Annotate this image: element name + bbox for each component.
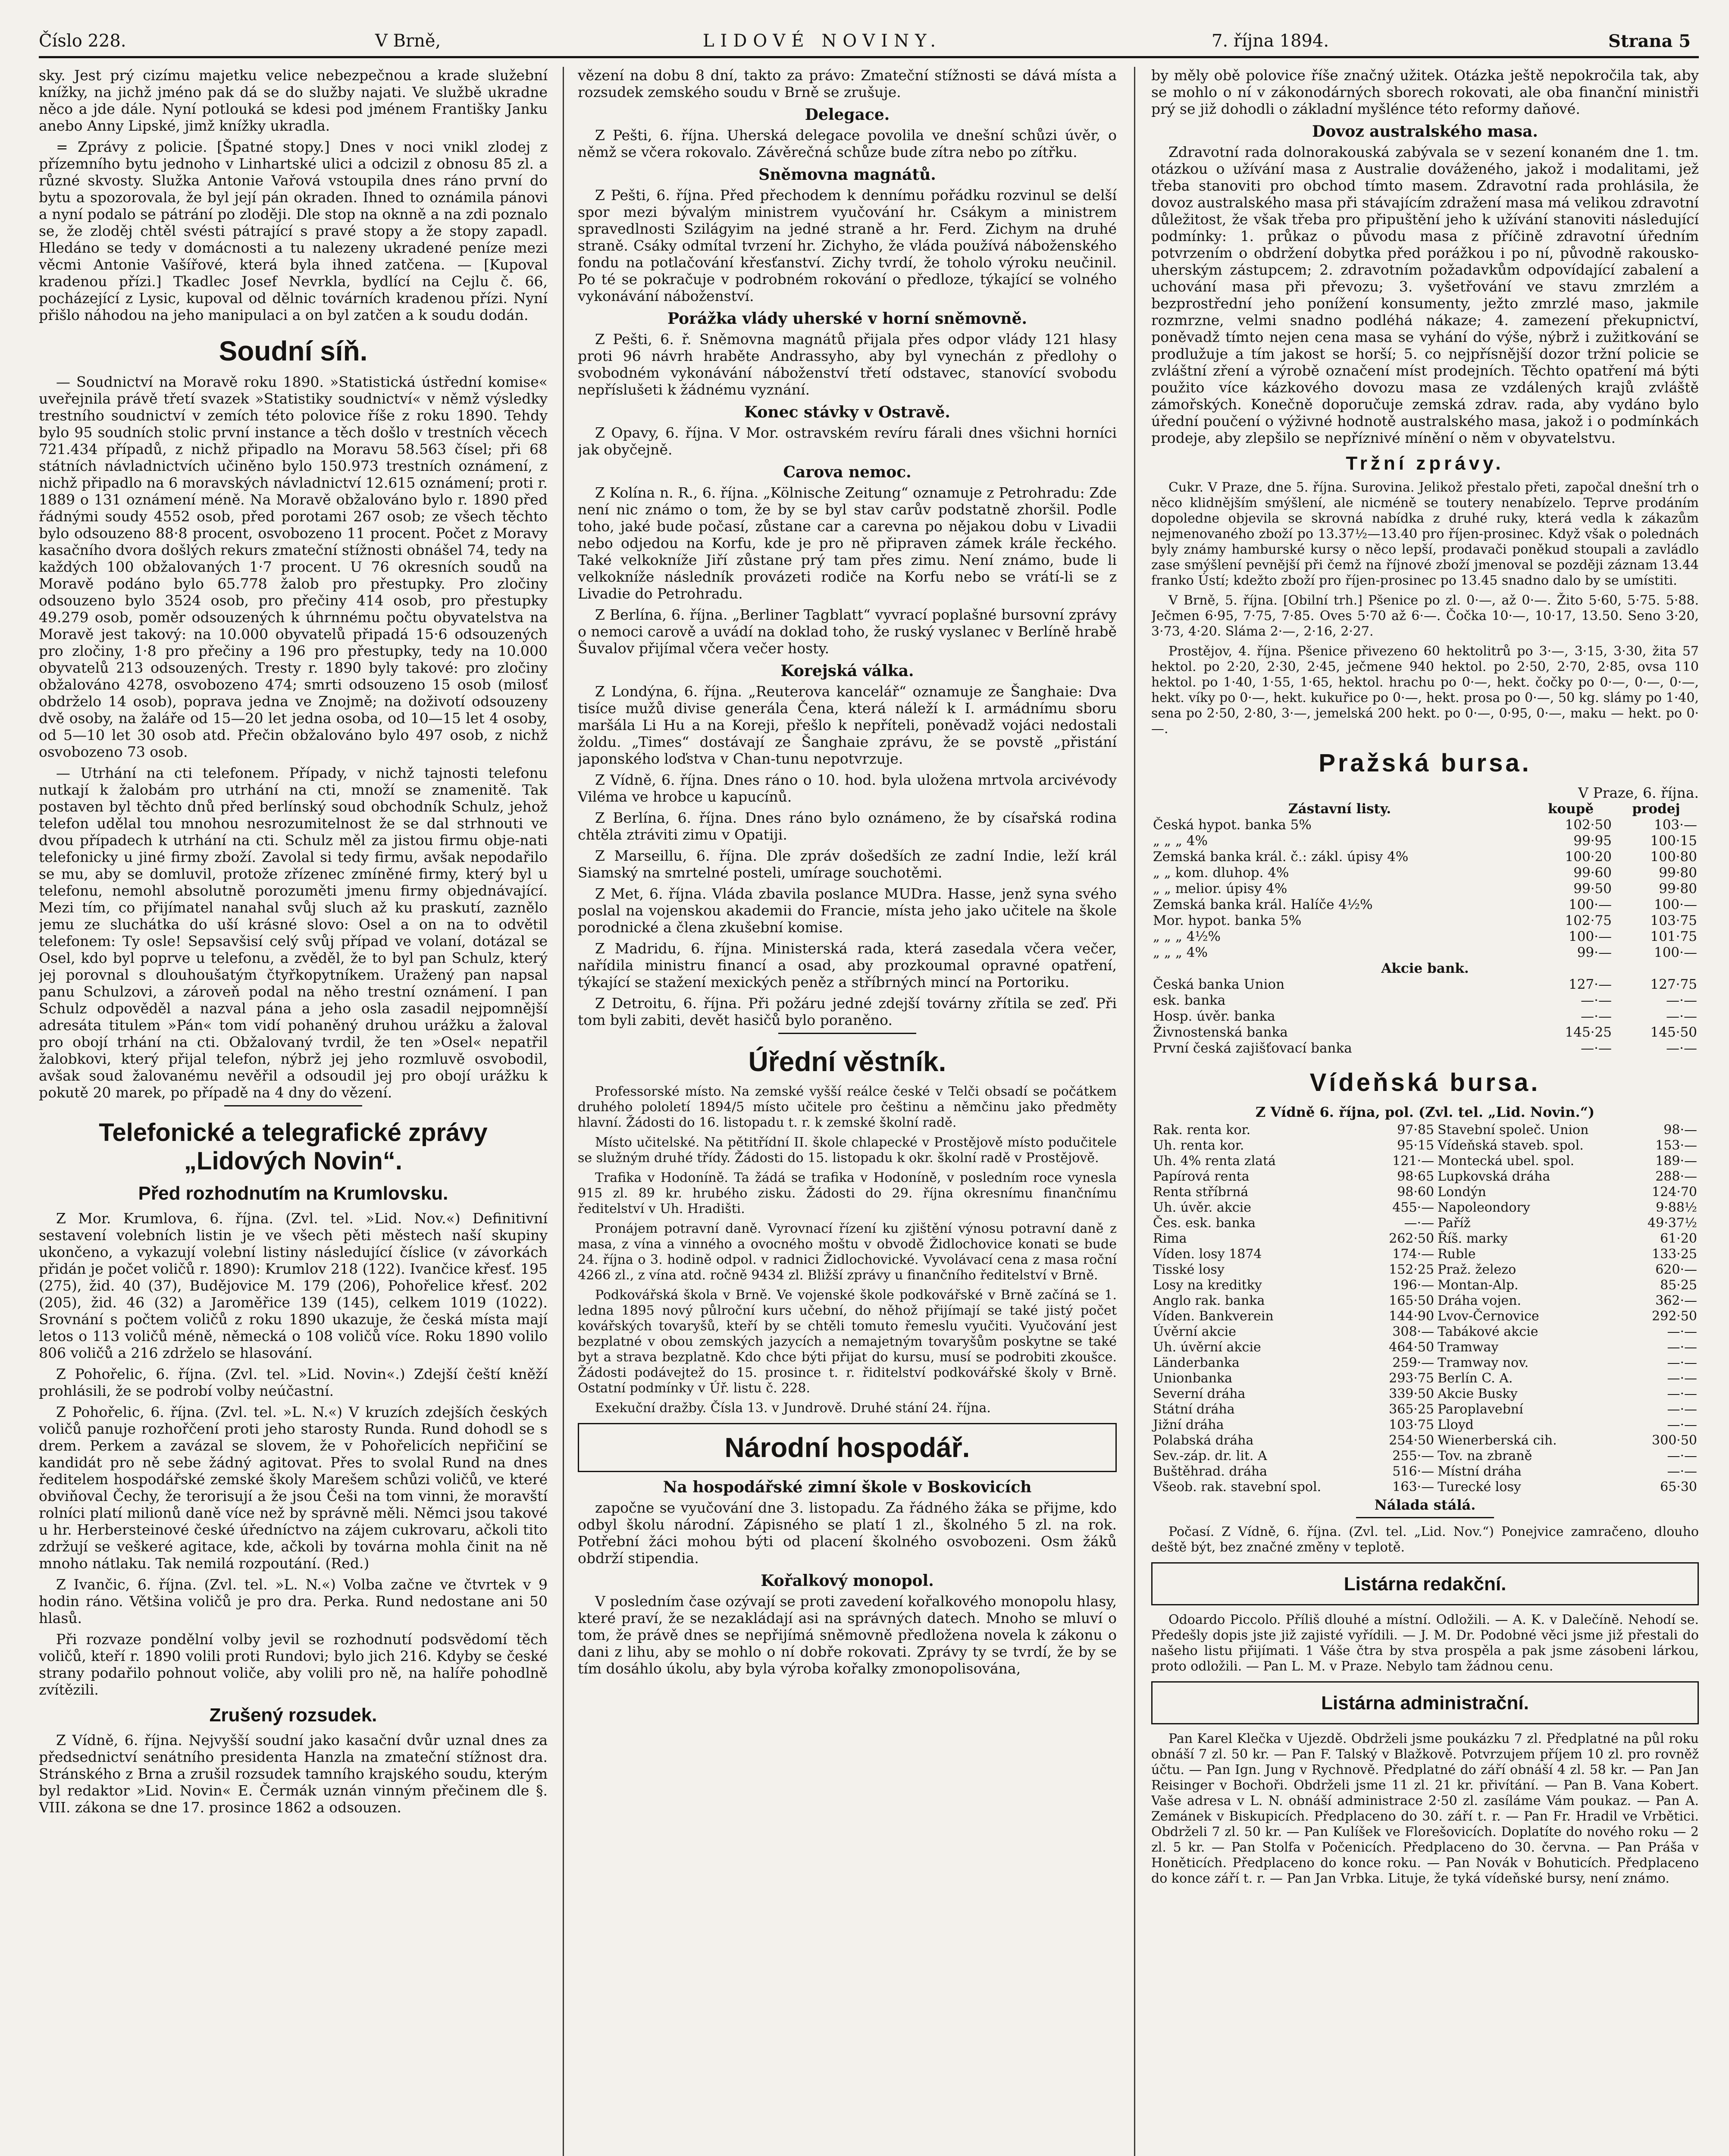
- article-paragraph: započne se vyučování dne 3. listopadu. Za řádného žáka se přijme, kdo odbyl školu národní. Zápisného se platí 1 zl., školného 5 zl. na rok. Potřební žáci mohou býti od placení školného osvobozeni. Osm žáků obdrží stipendia.: [578, 1499, 1117, 1567]
- table-cell: „ „ kom. dluhop. 4%: [1153, 865, 1289, 881]
- table-row: [1151, 897, 1699, 913]
- table-cell: 262·50: [1389, 1231, 1435, 1246]
- table-cell: Lloyd: [1438, 1417, 1474, 1432]
- table-cell: 455·—: [1392, 1200, 1435, 1215]
- table-cell: Zemská banka král. č.: zákl. úpisy 4%: [1153, 849, 1409, 865]
- headline-porazka: Porážka vlády uherské v horní sněmovně.: [667, 310, 1027, 328]
- table-cell: 254·50: [1389, 1433, 1435, 1448]
- table-row: [1151, 1309, 1699, 1324]
- table-cell: 121·—: [1392, 1153, 1435, 1169]
- table-cell: Turecké losy: [1438, 1479, 1521, 1495]
- article-paragraph: Z Pešti, 6. října. Před přechodem k dennímu pořádku rozvinul se delší spor mezi bývalým ministrem vyučování hr. Csákym a ministrem spravedlnosti Szilágyim na jedné straně a hr. Ferd. Zichym na druhé straně. Csáky odmítal tvrzení hr. Zichyho, že vláda používá náboženského fondu na potlačování křesťanství. Zichy tvrdí, že toholo výroku neučinil. Po té se pokračuje v podrobném rokování o předloze, týkající se volného vykonávání náboženství.: [578, 187, 1117, 304]
- table-cell: Uh. úvěr. akcie: [1153, 1200, 1252, 1215]
- article-paragraph: Pan Karel Klečka v Ujezdě. Obdrželi jsme poukázku 7 zl. Předplatné na půl roku obnáší 7 zl. 50 kr. — Pan F. Talský v Blažkově. Potvrzujem příjem 10 zl. pro rovněž účtu. — Pan Ign. Jung v Rychnově. Předplatné do září obnáší 4 zl. 58 kr. — Pan Jan Reisinger v Bochoři. Obdrželi jsme 11 zl. 21 kr. přivítání. — Pan B. Vana Kobert. Vaše adresa v L. N. obnáší administrace 2·50 zl. zasíláme Vám poukaz. — Pan A. Zemánek v Biskupicích. Předplaceno do 30. září t. r. — Pan Fr. Hradil ve Vrbětici. Obdrželi 7 zl. 50 kr. — Pan Kulíšek ve Florešovicích. Doplatíte do nového roku — 2 zl. 5 kr. — Pan Stolfa v Počenicích. Předplaceno do 30. června. — Pan Práša v Honěticích. Předplaceno do konce roku. — Pan Novák v Bohuticích. Předplaceno do konce září t. r. — Pan Jan Vrbka. Lituje, že tyká vídeňské bursy, není známo.: [1151, 1731, 1699, 1886]
- headline-magnati: Sněmovna magnátů.: [758, 166, 936, 184]
- column-header: koupě: [1547, 801, 1594, 817]
- table-cell: 99·—: [1577, 945, 1612, 960]
- headline-car: Carova nemoc.: [783, 463, 911, 481]
- table-cell: 153·—: [1655, 1138, 1697, 1153]
- table-cell: 101·75: [1650, 929, 1697, 944]
- table-row: [1151, 1402, 1699, 1417]
- table-cell: 152·25: [1389, 1262, 1435, 1277]
- table-cell: —·—: [1667, 1417, 1697, 1432]
- article-paragraph: Z Berlína, 6. října. „Berliner Tagblatt“ vyvrací poplašné bursovní zprávy o nemoci carově a uvádí na doklad toho, že ruský vyslanec v Berlíně hrabě Šuvalov přijímal včera večer hosty.: [578, 606, 1117, 657]
- table-cell: Mor. hypot. banka 5%: [1153, 913, 1302, 928]
- table-cell: 98·65: [1397, 1169, 1435, 1184]
- table-cell: esk. banka: [1153, 993, 1226, 1008]
- article-paragraph: Z Detroitu, 6. října. Při požáru jedné zdejší továrny zřítila se zeď. Při tom byli zabiti, devět hasičů bylo poraněno.: [578, 995, 1117, 1028]
- table-cell: Víden. losy 1874: [1153, 1247, 1262, 1262]
- table-cell: Zemská banka král. Halíče 4½%: [1153, 897, 1373, 912]
- table-cell: Hosp. úvěr. banka: [1153, 1009, 1275, 1024]
- table-row: [1151, 1355, 1699, 1371]
- table-cell: Tabákové akcie: [1438, 1324, 1538, 1339]
- table-cell: 620·—: [1655, 1262, 1697, 1277]
- table-cell: 100·—: [1568, 897, 1612, 912]
- table-cell: 144·90: [1389, 1309, 1435, 1324]
- table-cell: Úvěrní akcie: [1153, 1324, 1236, 1339]
- table-row: [1151, 1386, 1699, 1402]
- article-paragraph: by měly obě polovice říše značný užitek. Otázka ještě nepokročila tak, aby se mohlo o ní v zákonodárných sborech rokovati, ale oba finanční ministři prý se již dohodli o základní myšlénce této reformy daňové.: [1151, 67, 1699, 117]
- table-cell: 259·—: [1392, 1355, 1435, 1370]
- table-cell: Tov. na zbraně: [1438, 1448, 1532, 1463]
- table-row: [1151, 945, 1699, 961]
- table-cell: —·—: [1581, 1040, 1612, 1056]
- table-cell: Papírová renta: [1153, 1169, 1250, 1184]
- table-cell: 308·—: [1392, 1324, 1435, 1339]
- section-title-court: Soudní síň.: [219, 335, 368, 367]
- table-cell: Napoleondory: [1438, 1200, 1530, 1215]
- table-cell: Berlín C. A.: [1438, 1371, 1513, 1386]
- divider: [224, 1105, 362, 1106]
- table-cell: 292·50: [1652, 1309, 1697, 1324]
- article-paragraph: Z Ivančic, 6. října. (Zvl. tel. »L. N.«) Volba začne ve čtvrtek v 9 hodin ráno. Většina voličů je pro dra. Perka. Rund nedostane ani 50 hlasů.: [39, 1576, 548, 1626]
- table-cell: Polabská dráha: [1153, 1433, 1254, 1448]
- table-cell: 133·25: [1652, 1247, 1697, 1262]
- table-cell: Länderbanka: [1153, 1355, 1240, 1370]
- issue-number: Číslo 228.: [39, 31, 126, 51]
- table-row: [1151, 865, 1699, 881]
- weather-report: Počasí. Z Vídně, 6. října. (Zvl. tel. „Lid. Nov.“) Ponejvice zamračeno, dlouho deště být, bez značné změny v teplotě.: [1151, 1524, 1699, 1555]
- table-cell: 100·—: [1568, 929, 1612, 944]
- article-paragraph: Odoardo Piccolo. Příliš dlouhé a místní. Odložili. — A. K. v Dalečíně. Nehodí se. Předešly dopis jste již zajisté vyřídili. — J. M. Dr. Podobné věci jsme již přestali do našeho listu přijímati. 1 Váše čtra by stva prospěla a pak jsme zásobeni lárkou, proto odložili. — Pan L. M. v Praze. Nebylo tam žádnou cenu.: [1151, 1612, 1699, 1674]
- table-cell: 95·15: [1397, 1138, 1435, 1153]
- table-cell: 49·37½: [1648, 1216, 1697, 1231]
- table-cell: 100·15: [1650, 833, 1697, 849]
- table-cell: Státní dráha: [1153, 1402, 1235, 1417]
- section-title-trzni: Tržní zprávy.: [1346, 453, 1504, 474]
- table-cell: Anglo rak. banka: [1153, 1293, 1265, 1308]
- table-cell: Akcie Busky: [1438, 1386, 1518, 1401]
- table-row: [1151, 1040, 1699, 1056]
- article-paragraph: Z Vídně, 6. října. Dnes ráno o 10. hod. byla uložena mrtvola arcivévody Viléma ve hrobce u kapucínů.: [578, 771, 1117, 805]
- section-title-vestnik: Úřední věstník.: [748, 1046, 946, 1077]
- table-cell: 100·80: [1650, 849, 1697, 865]
- table-cell: Londýn: [1438, 1185, 1486, 1200]
- table-row: [1151, 1293, 1699, 1309]
- table-row: [1151, 1122, 1699, 1138]
- article-paragraph: Z Met, 6. října. Vláda zbavila poslance MUDra. Hasse, jenž syna svého poslal na vojenskou akademii do Francie, místa jeho jako učitele na škole porodnické a člena zkušební komise.: [578, 885, 1117, 936]
- article-paragraph: Z Berlína, 6. října. Dnes ráno bylo oznámeno, že by císařská rodina chtěla ztráviti zimu v Opatiji.: [578, 809, 1117, 843]
- table-row: [1151, 1009, 1699, 1025]
- notice: Trafika v Hodoníně. Ta žádá se trafika v Hodoníně, v posledním roce vynesla 915 zl. 89 kr. hrubého zisku. Žádosti do 29. října okresnímu finančnímu ředitelství v Uh. Hradišti.: [578, 1170, 1117, 1216]
- table-row: [1151, 1464, 1699, 1479]
- table-row: [1151, 817, 1699, 833]
- issue-date: 7. října 1894.: [1212, 31, 1329, 51]
- table-row: [1151, 1185, 1699, 1200]
- table-row: [1151, 849, 1699, 865]
- headline-delegace: Delegace.: [805, 106, 890, 124]
- table-row: [1151, 881, 1699, 897]
- notice: Exekuční dražby. Čísla 13. v Jundrově. Druhé stání 24. října.: [595, 1401, 991, 1416]
- headline-korea: Korejská válka.: [780, 662, 914, 680]
- table-cell: —·—: [1667, 1324, 1697, 1339]
- table-cell: 145·25: [1565, 1025, 1612, 1040]
- table-cell: 103·75: [1650, 913, 1697, 928]
- table-cell: —·—: [1666, 1009, 1697, 1024]
- article-paragraph: Z Londýna, 6. října. „Reuterova kancelář“ oznamuje ze Šanghaie: Dva tisíce mužů divise generála Čena, která náleží k I. armádnímu sboru maršála Li Hu a na Koreji, přešlo k nepříteli, poněvadž vojáci nedostali žoldu. „Times“ dostávají ze Šanghaie zprávu, že se povstě „přistání japonského loďstva v Chan-tunu nepotvrzuje.: [578, 683, 1117, 767]
- table-cell: —·—: [1667, 1355, 1697, 1370]
- table-row: [1151, 1247, 1699, 1262]
- table-cell: 100·—: [1654, 897, 1697, 912]
- table-cell: Paroplavební: [1438, 1402, 1523, 1417]
- section-title-vienna-bursa: Vídeňská bursa.: [1309, 1069, 1541, 1097]
- table-cell: „ „ „ 4½%: [1153, 929, 1221, 944]
- table-cell: Dráha vojen.: [1438, 1293, 1522, 1308]
- section-box-listarna-adm: [1151, 1681, 1699, 1724]
- table-cell: Wienerberská cih.: [1438, 1433, 1557, 1448]
- table-row: [1151, 1278, 1699, 1293]
- article-paragraph: Z Opavy, 6. října. V Mor. ostravském revíru fárali dnes všichni horníci jak obyčejně.: [578, 424, 1117, 458]
- table-row: [1151, 1231, 1699, 1247]
- table-cell: 65·30: [1660, 1479, 1697, 1495]
- column-rule: [1134, 67, 1135, 2156]
- table-cell: 174·—: [1392, 1247, 1435, 1262]
- table-cell: 61·20: [1660, 1231, 1697, 1246]
- table-cell: 516·—: [1392, 1464, 1435, 1479]
- table-cell: 99·80: [1659, 881, 1697, 896]
- table-cell: 102·75: [1565, 913, 1612, 928]
- article-paragraph: Zdravotní rada dolnorakouská zabývala se v sezení konaném dne 1. tm. otázkou o užívání masa z Australie dováženého, jakož i modalitami, jež třeba stanoviti pro obchod tímto masem. Zdravotní rada prohlásila, že dovoz australského masa při stávajícím zdražení masa má velikou zdravotní důležitost, že však třeba pro připuštění jeho k užívání stanoviti následující podmínky: 1. průkaz o původu masa z příčině zdravotní úředním potvrzením o obdržení dobytka před porážkou i po ní, původně rakousko-uherským zástupcem; 2. zdravotním požadavkům odpovídající zabalení a uchování masa při převozu; 3. vyšetřování ve stavu zmrzlém a bezprostřední jeho ponížení konsumenty, ježto zmrzlé maso, jakmile rozmrzne, velmi snadno podléhá nákaze; 4. zamezení překupnictví, poněvadž tímto nejen cena masa se vyhání do výše, nýbrž i zužitkování se prodlužuje a tím jakost se horší; 5. co nejpřísnější dozor tržní policie se zvláštní zření a výrobě označení míst prodejních. Těchto opatření má býti použito více kázkového dovozu masa ze vzdálených krajů zvláště zámořských. Konečně doporučuje zemská zdrav. rada, aby vydáno bylo úřední poučení o výživné hodnotě australského masa, jakož i o podmínkách prodeje, aby zlepšilo se nepříznivé mínění o něm v obyvatelstvu.: [1151, 144, 1699, 446]
- headline-krumlov: Před rozhodnutím na Krumlovsku.: [138, 1183, 448, 1204]
- masthead: [39, 26, 1699, 58]
- table-row: [1151, 1417, 1699, 1433]
- table-cell: 100·—: [1654, 945, 1697, 960]
- headline-dovoz: Dovoz australského masa.: [1312, 122, 1538, 141]
- table-cell: Tramway: [1438, 1340, 1499, 1355]
- table-cell: Vídeňská staveb. spol.: [1438, 1138, 1584, 1153]
- article-paragraph: Z Mor. Krumlova, 6. října. (Zvl. tel. »Lid. Nov.«) Definitivní sestavení volebních listin je ve všech pěti městech naší skupiny ukončeno, a vykazují volební listiny následující číslice (v závorkách přidán je počet voličů r. 1890): Krumlov 218 (122). Ivančice křesť. 195 (275), žid. 40 (37), Budějovice M. 179 (206), Pohořelice křesť. 202 (205), žid. 46 (32) a Jaroměřice 139 (145), celkem 1019 (1022). Srovnání s počtem voličů z roku 1890 ukazuje, že česká místa mají letos o 113 voličů méně, německá o 108 voličů více. Roku 1890 volilo 806 voličů a 216 zdrželo se hlasování.: [39, 1210, 548, 1361]
- table-cell: 124·70: [1652, 1185, 1697, 1200]
- table-cell: Buštěhrad. dráha: [1153, 1464, 1268, 1479]
- table-cell: Stavební společ. Union: [1438, 1122, 1589, 1138]
- table-cell: Uh. 4% renta zlatá: [1153, 1153, 1276, 1169]
- section-title-listarna-red: Listárna redakční.: [1344, 1573, 1507, 1595]
- table-cell: 98·—: [1663, 1122, 1697, 1138]
- table-subheader-row: [1151, 961, 1699, 977]
- table-cell: —·—: [1667, 1340, 1697, 1355]
- table-cell: Praž. železo: [1438, 1262, 1516, 1277]
- table-cell: Losy na kreditky: [1153, 1278, 1262, 1293]
- table-cell: —·—: [1667, 1386, 1697, 1401]
- article-paragraph: — Soudnictví na Moravě roku 1890. »Statistická ústřední komise« uveřejnila právě třetí svazek »Statistiky soudnictví« v němž výsledky trestního soudnictví v zemích této polovice říše z roku 1890. Tehdy bylo 95 soudních stolic první instance a těch došlo v trestních věcech 721.434 případů, z nichž připadlo na Moravu 58.563 čísel; při 68 státních návladnictvích učiněno bylo 150.973 trestních oznámení, z nichž připadlo na 6 moravských návladnictví 12.615 oznámení; proti r. 1889 o 131 oznámení méně. Na Moravě obžalováno bylo r. 1890 před řádnými soudy 4552 osob, před porotami 267 osob; ze všech těchto bylo odsouzeno 88·8 procent, osvobozeno 11 procent. Počet z Moravy kasačního dvora došlých rekurs zmateční stížnosti obnášel 74, tedy na každých 100 obžalovaných 1·7 procent. U 76 okresních soudů na Moravě podáno bylo 65.778 žalob pro přestupky. Pro zločiny odsouzeno bylo 3524 osob, pro přečiny 414 osob, pro přestupky 49.279 osob, poměr odsouzených k úhrnnému počtu obyvatelstva na Moravě jest takový: na 10.000 obyvatelů připadá 15·6 odsouzených pro zločiny, 1·8 pro přečiny a 196 pro přestupky, tedy na 10.000 obyvatelů 213 odsouzených. Tresty r. 1890 byly takové: pro zločiny obžalováno 4278, osvobozeno 474; smrti odsouzeno 15 osob (milosť obdrželo 14 osob), poprava jedna ve Znojmě; na doživotí odsouzeny dvě osoby, na žaláře od 15—20 let jedna osoba, od 10—15 let 4 osoby, od 5—10 let 30 osob atd. Přečin obžalováno bylo 497 osob, z nichž osvobozeno 73 osob.: [39, 373, 548, 760]
- article-paragraph: Z Pešti, 6. října. Uherská delegace povolila ve dnešní schůzi úvěr, o němž se včera rokovalo. Závěrečná schůze bude zítra nebo po zítřku.: [578, 127, 1117, 160]
- table-cell: 464·50: [1389, 1340, 1435, 1355]
- vienna-bursa-date: Z Vídně 6. října, pol. (Zvl. tel. „Lid. Novin.“): [1255, 1104, 1595, 1120]
- article-paragraph: Z Kolína n. R., 6. října. „Kölnische Zeitung“ oznamuje z Petrohradu: Zde není nic známo o tom, že by se byl stav carův podstatně zhoršil. Podle toho, jaké bude počasí, zůstane car a carevna po nějakou dobu v Livadii nebo odjedou na Korfu, kde je pro ně připraven zámek krále řeckého. Také velkokníže Jiří zůstane prý tam přes zimu. Není známo, bude li velkokníže následník provázeti rodiče na Korfu nebo se vrátí-li se z Livadie do Petrohradu.: [578, 484, 1117, 602]
- table-cell: Čes. esk. banka: [1153, 1216, 1256, 1231]
- table-row: [1151, 1216, 1699, 1231]
- table-cell: —·—: [1666, 1040, 1697, 1056]
- article-paragraph: vězení na dobu 8 dní, takto za právo: Zmateční stížnosti se dává místa a rozsudek zemského soudu v Brně se zrušuje.: [578, 67, 1117, 100]
- table-cell: Uh. renta kor.: [1153, 1138, 1244, 1153]
- table-cell: 99·95: [1573, 833, 1612, 849]
- table-row: [1151, 1371, 1699, 1386]
- column-rule: [563, 67, 564, 2156]
- table-cell: 99·60: [1573, 865, 1612, 881]
- newspaper-page: [39, 26, 1699, 2156]
- article-paragraph: Z Madridu, 6. října. Ministerská rada, která zasedala včera večer, nařídila ministru financí a osad, aby prozkoumal opravné opatření, týkající se stažení mexických peněz a stříbrných mincí na Portoriku.: [578, 940, 1117, 990]
- table-row: [1151, 993, 1699, 1009]
- table-cell: „ „ „ 4%: [1153, 945, 1208, 960]
- article-paragraph: Při rozvaze pondělní volby jevil se rozhodnutí podsvědomí těch voličů, kteří r. 1890 volili proti Rundovi; bylo jich 216. Kdyby se české strany podařilo pohnout voliče, aby volili pro ně, na halíře pohodlně zvítězili.: [39, 1631, 548, 1698]
- table-cell: 145·50: [1650, 1025, 1697, 1040]
- table-cell: Uh. úvěrní akcie: [1153, 1340, 1261, 1355]
- table-cell: 98·60: [1397, 1185, 1435, 1200]
- article-paragraph: Z Pohořelic, 6. října. (Zvl. tel. »L. N.«) V kruzích zdejších českých voličů panuje rozhořčení proti jeho starosty Runda. Rund dohodl se s drem. Perkem a zavázal se slovem, že v Pohořelicích nepřičiní se kandidát pro ně sebe žádný agitovat. Přes to svolal Rund na dnes ředitelem hospodářské zemské školy Marešem schůzi voličů, ve které obviňoval Čechy, že terorisují a že jsou Češi na tom vinni, že moravští rolníci platí milionů daně více než by správně měli. Němci jsou takové u hr. Herbersteinové české úředníctvo na zájem cukrovaru, ačkoli tito zdržují se veškeré agitace, kde, ačkoli by továrna mohla činit na ně mnoho nátlaku. Tak nemilá rozpoutání. (Red.): [39, 1404, 548, 1572]
- table-row: [1151, 1479, 1699, 1495]
- vienna-bursa-table: [1151, 1122, 1699, 1495]
- table-cell: Paříž: [1438, 1216, 1471, 1231]
- section-title-hospodar: Národní hospodář.: [724, 1432, 970, 1463]
- section-title-prague-bursa: Pražská bursa.: [1319, 749, 1532, 777]
- article-paragraph: — Utrhání na cti telefonem. Případy, v nichž tajnosti telefonu nutkají k žalobám pro utrhání na cti, množí se znamenitě. Tak postaven byl těchto dnů před berlínský soud obchodník Schulz, jehož telefon udělal tou mnohou nesrozumitelnost že se dal strhnouti ve dvou případech k utrhání na cti. Schulz měl za jistou firmu obje-nati telefonicky u jiné firmy zboží. Zavolal si tedy firmu, avšak nepodařilo se mu, aby se domluvil, protože zřízenec zmíněné firmy, který byl u telefonu, nemohl absolutně porozuměti jmenu firmy objednávající. Mezi tím, co přijímatel nanahal svůj sluch až ku praskutí, zaznělo jemu ze sluchátka do uší krásné slovo: Osel a on na to odvětil telefonem: Ty osle! Sepsavšisí celý svůj případ ve volaní, dotázal se Osel, kdo byl poprve u telefonu, a zvěděl, že to byl pan Schulz, který jej porovnal s dlouhoušatým čtyřkopytníkem. Uražený pan napsal panu Schulzovi, a zároveň podal na něho trestní oznámení. I pan Schulz odpověděl a nazval pána a jeho osla zasadil nejpomnější adresáta titulem »Pán« tom vidí pohaněný druhou urážku a žaloval pro obojí trhání na cti. Obžalovaný tvrdil, že ten »Osel« nepatřil žalobkovi, který přijal telefon, nýbrž jej jeho rozmluvě osvobodil, avšak soud žalovanému nevěřil a odsoudil jej pro obojí urážku k pokutě 20 marek, po případě na 4 dny do vězení.: [39, 765, 548, 1101]
- table-cell: 288·—: [1655, 1169, 1697, 1184]
- table-row: [1151, 929, 1699, 945]
- newspaper-name: LIDOVÉ NOVINY.: [703, 31, 942, 51]
- table-cell: Lvov-Černovice: [1438, 1309, 1539, 1324]
- column-header: Zástavní listy.: [1288, 801, 1391, 817]
- table-cell: Tisské losy: [1153, 1262, 1225, 1277]
- table-cell: 365·25: [1389, 1402, 1435, 1417]
- table-cell: —·—: [1667, 1371, 1697, 1386]
- table-cell: 127·75: [1650, 977, 1697, 992]
- headline-boskovice: Na hospodářské zimní škole v Boskovicích: [663, 1478, 1032, 1496]
- table-cell: Rima: [1153, 1231, 1187, 1246]
- table-row: [1151, 1153, 1699, 1169]
- table-cell: Víden. Bankverein: [1153, 1309, 1274, 1324]
- table-cell: —·—: [1667, 1448, 1697, 1463]
- table-cell: —·—: [1581, 993, 1612, 1008]
- table-cell: 99·80: [1659, 865, 1697, 881]
- table-cell: Montan-Alp.: [1438, 1278, 1519, 1293]
- market-report: V Brně, 5. října. [Obilní trh.] Pšenice po zl. 0·—, až 0·—. Žito 5·60, 5·75. 5·88. Ječmen 6·95, 7·75, 7·85. Oves 5·70 až 6·—. Čočka 10·—, 10·17, 13.50. Seno 3·20, 3·73, 4·20. Sláma 2·—, 2·16, 2·27.: [1151, 593, 1699, 639]
- table-cell: Sev.-záp. dr. lit. A: [1153, 1448, 1267, 1463]
- table-row: [1151, 1262, 1699, 1278]
- table-cell: Severní dráha: [1153, 1386, 1246, 1401]
- market-report: Cukr. V Praze, dne 5. října. Surovina. Jelikož přestalo přeti, započal dnešní trh o něco klidnějším smýšlení, ale nicméně se toutery nenabízelo. Teprve prodáním dopoledne objevila se skrovná nabídka z druhé ruky, která vedla k zákazům nejmenovaného zboží po 13.37½—13.40 pro říjen-prosinec. Když však o polednách byly známy hamburské kursy o něco lepší, prodavači poněkud stoupali a zavládlo zase smýšlení pevnější při čemž na říjnové zboží jmenoval se později záznam 13.44 franko Ústí; kdežto zboží pro říjen-prosinec po 13.45 snadno dalo by se umístiti.: [1151, 480, 1699, 588]
- column-2: [578, 67, 1117, 2156]
- notice: Professorské místo. Na zemské vyšší reálce české v Telči obsadí se počátkem druhého pololetí 1894/5 místo učitele pro češtinu a němčinu jako předměty hlavní. Žádosti do 16. listopadu t. r. k zemské školní radě.: [578, 1084, 1117, 1130]
- table-cell: Unionbanka: [1153, 1371, 1233, 1386]
- notice: Místo učitelské. Na pětitřídní II. škole chlapecké v Prostějově místo podučitele se služným druhé třídy. Žádosti do 15. listopadu k okr. školní radě v Prostějově.: [578, 1135, 1117, 1166]
- table-cell: Renta stříbrná: [1153, 1185, 1249, 1200]
- table-cell: Česká hypot. banka 5%: [1153, 817, 1312, 833]
- table-cell: „ „ melior. úpisy 4%: [1153, 881, 1287, 896]
- table-row: [1151, 913, 1699, 929]
- table-cell: 99·50: [1573, 881, 1612, 896]
- table-cell: První česká zajišťovací banka: [1153, 1040, 1352, 1056]
- article-paragraph: Z Pohořelic, 6. října. (Zvl. tel. »Lid. Novin«.) Zdejší čeští kněží prohlásili, že se podrobí volby neúčastní.: [39, 1366, 548, 1399]
- headline-monopol: Kořalkový monopol.: [761, 1572, 934, 1590]
- table-cell: 165·50: [1389, 1293, 1435, 1308]
- table-row: [1151, 1138, 1699, 1153]
- table-cell: 293·75: [1389, 1371, 1435, 1386]
- table-row: [1151, 833, 1699, 849]
- table-cell: Všeob. rak. stavební spol.: [1153, 1479, 1322, 1495]
- vienna-bursa-mood: Nálada stálá.: [1374, 1497, 1476, 1513]
- divider: [778, 1033, 916, 1034]
- akcie-header: Akcie bank.: [1381, 961, 1469, 976]
- table-cell: 127·—: [1568, 977, 1612, 992]
- table-cell: 300·50: [1652, 1433, 1697, 1448]
- notice: Pronájem potravní daně. Vyrovnací řízení ku zjištění výnosu potravní daně z masa, z vína a vinného a ovocného moštu v obvodě Židlochovice konati se bude 24. října o 3. hodině odpol. v radnici Židlochovické. Vyvolávací cena z masa roční 4266 zl., z vína atd. ročně 9434 zl. Bližší zprávy u finančního ředitelství v Brně.: [578, 1221, 1117, 1283]
- column-1: [39, 67, 548, 2156]
- section-box-hospodar: [578, 1423, 1117, 1472]
- table-cell: 103·—: [1654, 817, 1697, 833]
- table-row: [1151, 1025, 1699, 1040]
- table-cell: Česká banka Union: [1153, 977, 1285, 992]
- table-cell: 163·—: [1392, 1479, 1435, 1495]
- table-cell: 85·25: [1660, 1278, 1697, 1293]
- notice: Podkovářská škola v Brně. Ve vojenské škole podkovářské v Brně začíná se 1. ledna 1895 nový půlroční kurs učební, do něhož přijímají se také jistý počet kovářských tovaryšů, kteří by se chtěli tomuto řemeslu vyučiti. Vyučování jest bezplatné v obou zemských jazycích a nemajetným tovaryšům poskytne se také byt a strava bezplatně. Kdo chce býti přijat do kursu, musí se podrobiti zkoušce. Žádosti podávejtež do 15. prosince t. r. řiditelství podkovářské školy v Brně. Ostatní podmínky v Úř. listu č. 228.: [578, 1288, 1117, 1396]
- article-paragraph: V posledním čase ozývají se proti zavedení kořalkového monopolu hlasy, které praví, že se nezakládají asi na správných datech. Mnoho se mluví o tom, že právě dnes se nepřijímá sněmovně předložena novela k zákonu o dani z lihu, aby se mohlo o ní dobře rokovati. Zprávy ty se tvrdí, že by se tím dosáhlo úkolu, aby byla výroba kořalky zmonopolisována,: [578, 1593, 1117, 1677]
- table-cell: Tramway nov.: [1438, 1355, 1529, 1370]
- table-cell: 100·20: [1565, 849, 1612, 865]
- table-cell: 97·85: [1397, 1122, 1435, 1138]
- table-cell: —·—: [1667, 1402, 1697, 1417]
- table-cell: Říš. marky: [1438, 1231, 1508, 1246]
- table-cell: 196·—: [1392, 1278, 1435, 1293]
- table-row: [1151, 1324, 1699, 1340]
- table-cell: 102·50: [1565, 817, 1612, 833]
- table-row: [1151, 1200, 1699, 1216]
- table-row: [1151, 1340, 1699, 1355]
- table-cell: 339·50: [1389, 1386, 1435, 1401]
- table-cell: 103·75: [1389, 1417, 1435, 1432]
- table-cell: Lupkovská dráha: [1438, 1169, 1550, 1184]
- table-row: [1151, 977, 1699, 993]
- table-cell: —·—: [1667, 1464, 1697, 1479]
- table-cell: Místní dráha: [1438, 1464, 1522, 1479]
- police-report: = Zprávy z policie. [Špatné stopy.] Dnes v noci vnikl zlodej z přízemního bytu jednoho v Linhartské ulici a odcizil z obnosu 85 zl. a různé skvosty. Služka Antonie Vařová vstoupila dnes ráno první do bytu a spozorovala, že byl její pán okraden. Ihned to oznámila pánovi a nyní podalo se pátrání po zloději. Dle stop na oknně a na zdi poznalo se, že zloděj chtěl svésti pátrající s pravé stopy a že stopy zapadl. Hledáno se tedy v domácnosti a tu nalezeny ukradené peníze mezi věcmi Antonie Vašířové, která byla ihned zatčena. — [Kupoval kradenou přízi.] Tkadlec Josef Nevrkla, bydlící na Cejlu č. 66, pocházející z Lysic, kupoval od dělnic továrních kradenou přízi. Nyní přišlo náhodou na jeho manipulaci a on byl zatčen a k soudu dodán.: [39, 138, 548, 323]
- table-cell: 9·88½: [1656, 1200, 1697, 1215]
- section-title-telegrams: Telefonické a telegrafické zprávy „Lidových Novin“.: [99, 1119, 488, 1175]
- masthead-city: V Brně,: [375, 31, 441, 51]
- market-report: Prostějov, 4. října. Pšenice přivezeno 60 hektolitrů po 3·—, 3·15, 3·30, žita 57 hektol. po 2·20, 2·30, 2·45, ječmene 940 hektol. po 2·50, 2·70, 2·85, ovsa 110 hektol. po 1·40, 1·55, 1·65, hektol. hrachu po 0·—, hekt. čočky po 0·—, 0·—, 0·—, hekt. víky po 0·—, hekt. kukuřice po 0·—, hekt. prosa po 0·—, 50 kg. slámy po 1·40, sena po 2·50, 2·80, 3·—, jemelská 200 hekt. po 0·—, 0·95, 0·—, maku — hekt. po 0·—.: [1151, 644, 1699, 736]
- table-cell: Montecká ubel. spol.: [1438, 1153, 1575, 1169]
- article-paragraph: Z Vídně, 6. října. Nejvyšší soudní jako kasační dvůr uznal dnes za předsednictví senátního presidenta Hanzla na zmateční stížnost dra. Stránského z Brna a zrušil rozsudek tamního krajského soudu, kterým byl redaktor »Lid. Novin« E. Čermák uznán vinným přečinem dle §. VIII. zákona se dne 17. prosince 1862 a odsouzen.: [39, 1732, 548, 1816]
- table-cell: 189·—: [1655, 1153, 1697, 1169]
- table-cell: Ruble: [1438, 1247, 1476, 1262]
- prague-bursa-table: [1151, 801, 1699, 1056]
- table-cell: „ „ „ 4%: [1153, 833, 1208, 849]
- table-cell: Rak. renta kor.: [1153, 1122, 1251, 1138]
- table-cell: Živnostenská banka: [1153, 1025, 1288, 1040]
- article-paragraph: sky. Jest prý cizímu majetku velice nebezpečnou a krade služební knížky, na jichž jméno pak dá se do služby najati. Ve službě ukradne něco a jde dále. Nyní potlouká se kdesi pod jménem Františky Janku anebo Anny Lipské, jimž knížky ukradla.: [39, 67, 548, 134]
- bursa-date: V Praze, 6. října.: [1578, 784, 1699, 801]
- table-cell: Jižní dráha: [1153, 1417, 1224, 1432]
- section-title-listarna-adm: Listárna administrační.: [1321, 1692, 1529, 1714]
- table-cell: —·—: [1404, 1216, 1435, 1231]
- table-cell: 255·—: [1392, 1448, 1435, 1463]
- headline-stavky: Konec stávky v Ostravě.: [744, 403, 950, 421]
- section-box-listarna-red: [1151, 1562, 1699, 1605]
- divider: [1356, 1517, 1494, 1518]
- page-number: Strana 5: [1608, 31, 1691, 51]
- table-cell: —·—: [1666, 993, 1697, 1008]
- column-header: prodej: [1632, 801, 1680, 817]
- article-paragraph: Z Marseillu, 6. října. Dle zpráv došedších ze zadní Indie, leží král Siamský na smrtelné posteli, umírage souchotěmi.: [578, 847, 1117, 881]
- table-row: [1151, 1433, 1699, 1448]
- column-3: [1151, 67, 1699, 2156]
- headline-rozsudek: Zrušený rozsudek.: [209, 1705, 377, 1726]
- table-cell: —·—: [1581, 1009, 1612, 1024]
- table-header-row: [1151, 801, 1699, 817]
- table-row: [1151, 1448, 1699, 1464]
- article-paragraph: Z Pešti, 6. ř. Sněmovna magnátů přijala přes odpor vlády 121 hlasy proti 96 návrh hraběte Andrassyho, aby byl vynechán z předlohy o svobodném vykonávání náboženství třetí odstavec, stanovící svobodu nepříslušeti k žádnému vyznání.: [578, 331, 1117, 398]
- table-row: [1151, 1169, 1699, 1185]
- table-cell: 362·—: [1655, 1293, 1697, 1308]
